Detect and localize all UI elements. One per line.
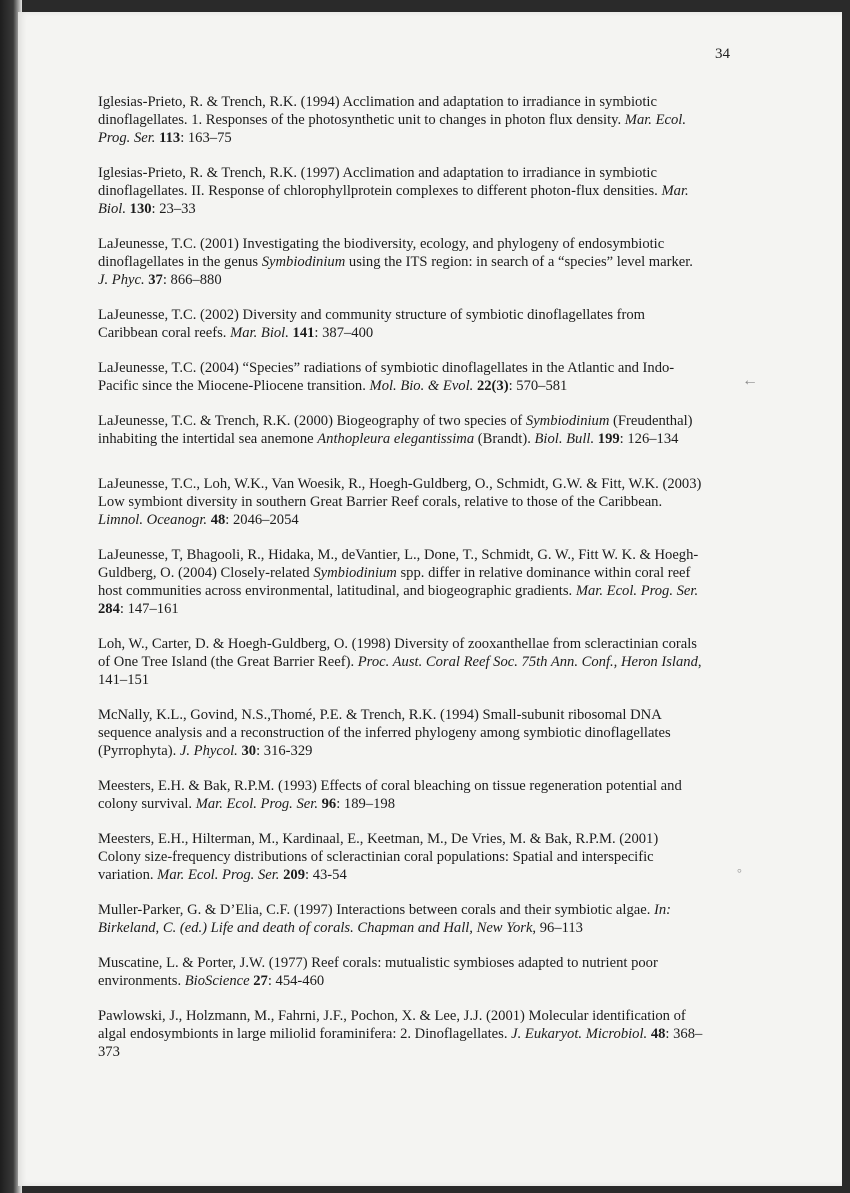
reference-italic-text: Symbiodinium bbox=[525, 413, 610, 429]
reference-volume: 27 bbox=[253, 973, 268, 989]
reference-volume: 284 bbox=[98, 601, 120, 617]
reference-italic-text: BioScience bbox=[184, 973, 250, 989]
reference-entry bbox=[98, 830, 703, 884]
reference-entry bbox=[98, 1007, 703, 1061]
reference-volume: 113 bbox=[159, 130, 181, 146]
margin-dot-mark: ° bbox=[737, 866, 742, 880]
reference-text: (Brandt). bbox=[474, 431, 535, 447]
reference-entry bbox=[98, 475, 703, 529]
reference-italic-text: Mar. Ecol. Prog. Ser. bbox=[575, 583, 699, 599]
reference-list bbox=[98, 93, 703, 1078]
reference-italic-text: Mar. Ecol. Prog. Ser. bbox=[157, 867, 280, 883]
reference-italic-text: Mar. Biol. bbox=[230, 325, 289, 341]
reference-text: LaJeunesse, T.C. (2001) Investigating the biodiversity, ecology, and phylogeny of endosymbiotic dinoflagellates in the genus bbox=[98, 236, 665, 270]
reference-text: Loh, W., Carter, D. & Hoegh-Guldberg, O. (1998) Diversity of zooxanthellae from scleractinian corals of One Tree Island (the Great Barrier Reef). bbox=[98, 636, 697, 670]
reference-entry bbox=[98, 359, 703, 395]
reference-volume: 30 bbox=[241, 743, 257, 759]
reference-text: LaJeunesse, T.C. (2004) “Species” radiations of symbiotic dinoflagellates in the Atlantic and Indo-Pacific since the Miocene-Pliocene transition. bbox=[98, 360, 675, 394]
reference-text: LaJeunesse, T.C. & Trench, R.K. (2000) Biogeography of two species of bbox=[98, 413, 526, 429]
reference-italic-text: Symbiodinium bbox=[313, 565, 397, 581]
reference-volume: 37 bbox=[148, 272, 163, 288]
reference-volume: 141 bbox=[292, 325, 315, 341]
reference-text: : 147–161 bbox=[119, 601, 179, 617]
reference-entry bbox=[98, 306, 703, 342]
reference-italic-text: Mar. Biol. bbox=[98, 183, 689, 217]
reference-text: : 43-54 bbox=[305, 867, 347, 883]
reference-text: Iglesias-Prieto, R. & Trench, R.K. (1997) Acclimation and adaptation to irradiance in symbiotic dinoflagellates. II. Response of chlorophyllprotein complexes to different photon-flux densities. bbox=[98, 165, 662, 199]
reference-entry bbox=[98, 901, 703, 937]
reference-italic-text: Anthopleura elegantissima bbox=[317, 431, 475, 447]
reference-text: Muscatine, L. & Porter, J.W. (1977) Reef corals: mutualistic symbioses adapted to nutrient poor environments. bbox=[98, 955, 658, 989]
reference-text: : 163–75 bbox=[180, 130, 232, 146]
reference-text: : 866–880 bbox=[162, 272, 222, 288]
reference-text: Pawlowski, J., Holzmann, M., Fahrni, J.F., Pochon, X. & Lee, J.J. (2001) Molecular identification of algal endosymbionts in large miliolid foraminifera: 2. Dinoflagellates. bbox=[98, 1008, 686, 1042]
reference-entry bbox=[98, 777, 703, 813]
reference-entry bbox=[98, 412, 703, 448]
reference-italic-text: Biol. Bull. bbox=[534, 431, 595, 447]
reference-text: spp. differ in relative dominance within coral reef host communities across environmental, latitudinal, and biogeographic gradients. bbox=[98, 565, 691, 599]
reference-entry bbox=[98, 635, 703, 689]
reference-volume: 209 bbox=[283, 867, 305, 883]
reference-italic-text: Mar. Ecol. Prog. Ser. bbox=[98, 112, 686, 146]
reference-italic-text: Limnol. Oceanogr. bbox=[98, 512, 208, 528]
reference-entry bbox=[98, 93, 703, 147]
reference-text: (Freudenthal) inhabiting the intertidal sea anemone bbox=[98, 413, 693, 447]
reference-text: Muller-Parker, G. & D’Elia, C.F. (1997) Interactions between corals and their symbiotic algae. bbox=[98, 902, 655, 918]
reference-italic-text: Mar. Ecol. Prog. Ser. bbox=[195, 796, 318, 812]
reference-volume: 48 bbox=[650, 1026, 666, 1042]
reference-italic-text: Mol. Bio. & Evol. bbox=[369, 378, 474, 394]
reference-italic-text: J. Phycol. bbox=[179, 743, 238, 759]
reference-volume: 96 bbox=[321, 796, 337, 812]
reference-text: : 316-329 bbox=[256, 743, 313, 759]
reference-text: Iglesias-Prieto, R. & Trench, R.K. (1994) Acclimation and adaptation to irradiance in symbiotic dinoflagellates. 1. Responses of the photosynthetic unit to changes in photon flux density. bbox=[98, 94, 657, 128]
reference-text: , 96–113 bbox=[532, 920, 583, 936]
reference-text: : 23–33 bbox=[151, 201, 196, 217]
reference-text: Meesters, E.H. & Bak, R.P.M. (1993) Effects of coral bleaching on tissue regeneration potential and colony survival. bbox=[98, 778, 682, 812]
reference-text: : 570–581 bbox=[508, 378, 568, 394]
reference-text: , 141–151 bbox=[98, 654, 702, 688]
reference-text: LaJeunesse, T.C. (2002) Diversity and community structure of symbiotic dinoflagellates from Caribbean coral reefs. bbox=[98, 307, 646, 341]
reference-text: LaJeunesse, T.C., Loh, W.K., Van Woesik, R., Hoegh-Guldberg, O., Schmidt, G.W. & Fitt, W.K. (2003) Low symbiont diversity in southern Great Barrier Reef corals, relative to those of the Caribbean. bbox=[98, 476, 702, 510]
page-number: 34 bbox=[715, 46, 730, 62]
reference-italic-text: J. Phyc. bbox=[98, 272, 145, 288]
reference-volume: 22(3) bbox=[476, 378, 509, 394]
reference-italic-text: In: Birkeland, C. (ed.) Life and death of corals. Chapman and Hall, New York bbox=[98, 902, 672, 936]
reference-italic-text: Symbiodinium bbox=[261, 254, 346, 270]
reference-text: : 454-460 bbox=[267, 973, 325, 989]
reference-text: McNally, K.L., Govind, N.S.,Thomé, P.E. & Trench, R.K. (1994) Small-subunit ribosomal DNA sequence analysis and a reconstruction of the inferred phylogeny among symbiotic dinoflagellates (Pyrrophyta). bbox=[98, 707, 671, 759]
reference-text: : 2046–2054 bbox=[225, 512, 299, 528]
reference-text: : 368–373 bbox=[98, 1026, 703, 1060]
reference-text: using the ITS region: in search of a “species” level marker. bbox=[345, 254, 693, 270]
reference-italic-text: J. Eukaryot. Microbiol. bbox=[511, 1026, 648, 1042]
reference-text: Meesters, E.H., Hilterman, M., Kardinaal, E., Keetman, M., De Vries, M. & Bak, R.P.M. (2001) Colony size-frequency distributions of scleractinian coral populations: Spatial and interspecific variation. bbox=[98, 831, 659, 883]
reference-text: : 387–400 bbox=[314, 325, 374, 341]
reference-entry bbox=[98, 235, 703, 289]
reference-entry bbox=[98, 954, 703, 990]
reference-text: : 189–198 bbox=[336, 796, 395, 812]
reference-entry bbox=[98, 164, 703, 218]
reference-italic-text: Proc. Aust. Coral Reef Soc. 75th Ann. Conf., Heron Island bbox=[357, 654, 698, 670]
margin-arrow-mark: ← bbox=[742, 372, 758, 389]
reference-text: : 126–134 bbox=[619, 431, 679, 447]
reference-entry bbox=[98, 546, 703, 618]
reference-entry bbox=[98, 706, 703, 760]
reference-volume: 130 bbox=[129, 201, 152, 217]
reference-volume: 48 bbox=[210, 512, 226, 528]
reference-volume: 199 bbox=[597, 431, 620, 447]
reference-text: LaJeunesse, T, Bhagooli, R., Hidaka, M., deVantier, L., Done, T., Schmidt, G. W., Fitt W. K. & Hoegh-Guldberg, O. (2004) Closely-related bbox=[98, 547, 699, 581]
